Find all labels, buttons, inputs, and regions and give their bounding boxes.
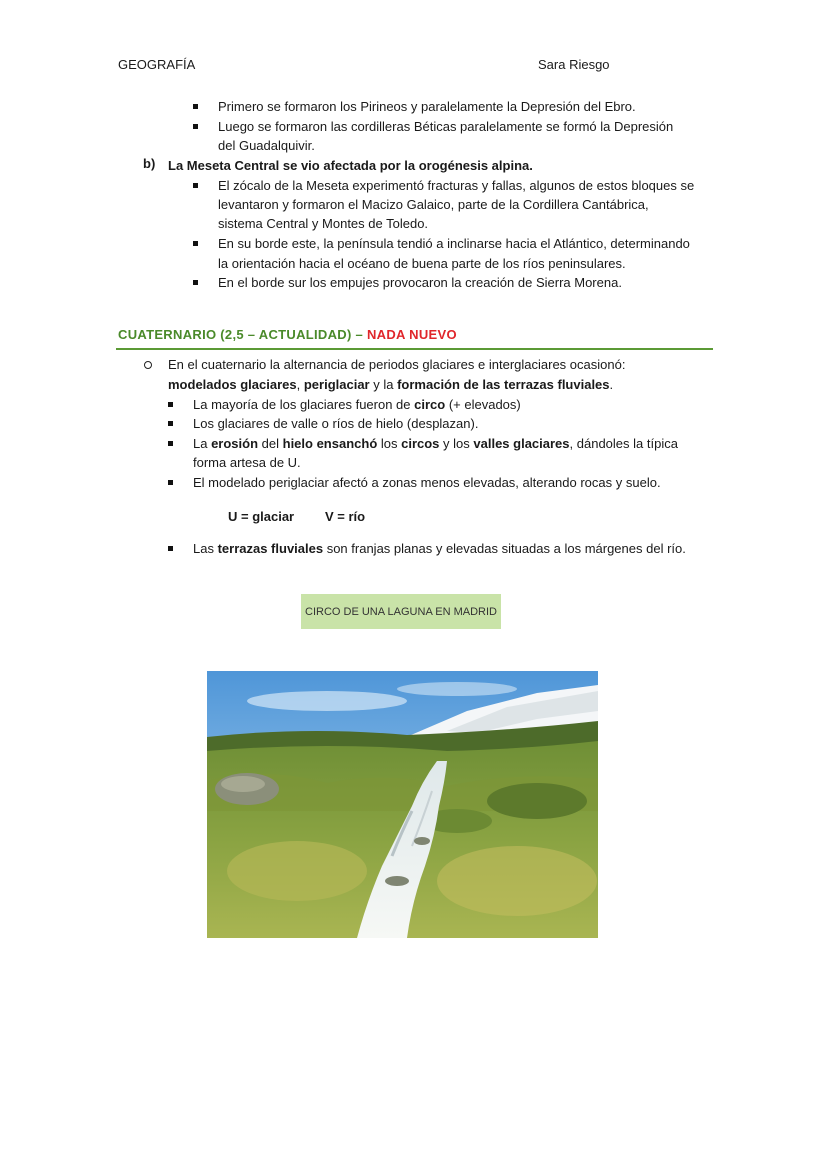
list-item-continuation: sistema Central y Montes de Toledo.: [218, 216, 429, 231]
figure-caption: CIRCO DE UNA LAGUNA EN MADRID: [301, 594, 501, 629]
list-item: Luego se formaron las cordilleras Béticas paralelamente se formó la Depresión: [218, 119, 674, 134]
list-item: Los glaciares de valle o ríos de hielo (desplazan).: [193, 416, 479, 431]
v-label: V = río: [325, 509, 366, 524]
list-item: Primero se formaron los Pirineos y paralelamente la Depresión del Ebro.: [218, 99, 636, 114]
section-heading-highlight: NADA NUEVO: [366, 327, 457, 342]
section-heading-text: CUATERNARIO (2,5 – ACTUALIDAD) –: [118, 327, 367, 342]
intro-line: modelados glaciares, periglaciar y la formación de las terrazas fluviales.: [168, 377, 614, 392]
item-title: La Meseta Central se vio afectada por la orogénesis alpina.: [168, 158, 533, 173]
header-subject: GEOGRAFÍA: [118, 57, 196, 72]
list-item-continuation: del Guadalquivir.: [218, 138, 315, 153]
list-item-continuation: forma artesa de U.: [193, 455, 301, 470]
list-item: La erosión del hielo ensanchó los circos y los valles glaciares, dándoles la típica: [193, 436, 678, 451]
list-item: El modelado periglaciar afectó a zonas menos elevadas, alterando rocas y suelo.: [193, 475, 661, 490]
list-item-continuation: la orientación hacia el océano de buena parte de los ríos peninsulares.: [218, 256, 626, 271]
glacial-cirque-photo: [207, 671, 598, 938]
list-item: Las terrazas fluviales son franjas planas y elevadas situadas a los márgenes del río.: [193, 541, 686, 556]
list-item: La mayoría de los glaciares fueron de circo (+ elevados): [193, 397, 521, 412]
list-item: El zócalo de la Meseta experimentó fracturas y fallas, algunos de estos bloques se: [218, 178, 695, 193]
list-item-continuation: levantaron y formaron el Macizo Galaico, parte de la Cordillera Cantábrica,: [218, 197, 649, 212]
list-item: En su borde este, la península tendió a inclinarse hacia el Atlántico, determinando: [218, 236, 690, 251]
header-author: Sara Riesgo: [538, 57, 610, 72]
list-item: En el borde sur los empujes provocaron la creación de Sierra Morena.: [218, 275, 622, 290]
section-divider: [116, 348, 713, 350]
u-label: U = glaciar: [228, 509, 295, 524]
item-label: b): [143, 156, 156, 171]
section-heading: [118, 327, 457, 342]
intro-line: En el cuaternario la alternancia de periodos glaciares e interglaciares ocasionó:: [168, 357, 626, 372]
